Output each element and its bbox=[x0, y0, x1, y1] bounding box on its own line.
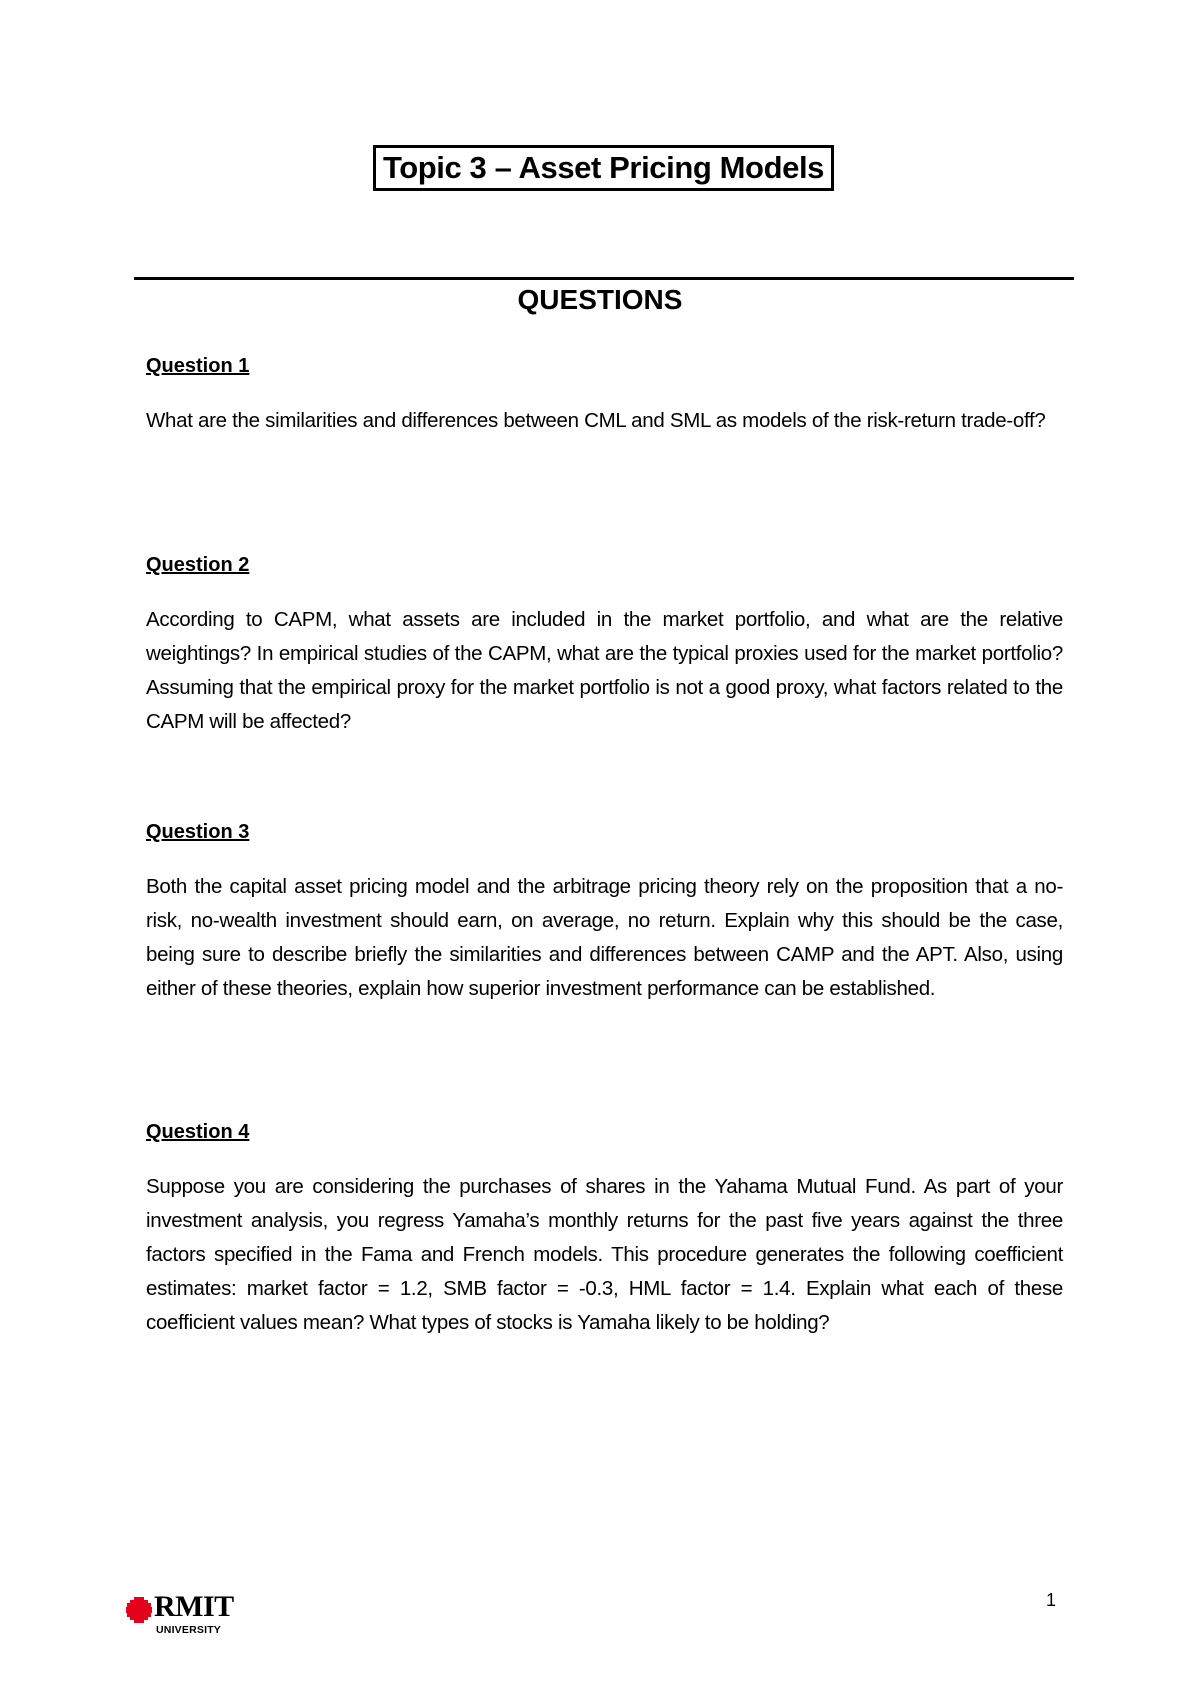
question-text: What are the similarities and differences between CML and SML as models of the risk-return trade-off? bbox=[146, 409, 1046, 432]
page-number: 1 bbox=[1046, 1590, 1057, 1610]
question-label: Question 2 bbox=[146, 554, 250, 576]
question-text: Both the capital asset pricing model and the arbitrage pricing theory rely on the proposition that a no-risk, no-wealth investment should earn, on average, no return. Explain why this should be the case, being sure to describe briefly the similarities and differences between CAMP and the APT. Also, using either of these theories, explain how superior investment performance can be established. bbox=[146, 875, 1063, 1000]
question-block-1 bbox=[146, 354, 1063, 438]
horizontal-divider bbox=[134, 277, 1074, 280]
page-title: Topic 3 – Asset Pricing Models bbox=[373, 145, 834, 191]
logo-subtitle: UNIVERSITY bbox=[156, 1624, 222, 1636]
rmit-logo bbox=[126, 1592, 246, 1642]
logo-wordmark: RMIT bbox=[154, 1590, 234, 1623]
question-block-4 bbox=[146, 1120, 1063, 1340]
question-label: Question 4 bbox=[146, 1121, 250, 1143]
question-block-3 bbox=[146, 820, 1063, 1006]
question-text: According to CAPM, what assets are included in the market portfolio, and what are the relative weightings? In empirical studies of the CAPM, what are the typical proxies used for the market portfolio? Assuming that the empirical proxy for the market portfolio is not a good proxy, what factors related to the CAPM will be affected? bbox=[146, 608, 1063, 733]
question-text: Suppose you are considering the purchases of shares in the Yahama Mutual Fund. As part of your investment analysis, you regress Yamaha’s monthly returns for the past five years against the three factors specified in the Fama and French models. This procedure generates the following coefficient estimates: market factor = 1.2, SMB factor = -0.3, HML factor = 1.4. Explain what each of these coefficient values mean? What types of stocks is Yamaha likely to be holding? bbox=[146, 1175, 1063, 1334]
section-heading: QUESTIONS bbox=[517, 284, 683, 315]
question-label: Question 1 bbox=[146, 355, 250, 377]
question-label: Question 3 bbox=[146, 821, 250, 843]
question-block-2 bbox=[146, 553, 1063, 739]
rmit-pixel-mark-icon bbox=[126, 1597, 152, 1623]
